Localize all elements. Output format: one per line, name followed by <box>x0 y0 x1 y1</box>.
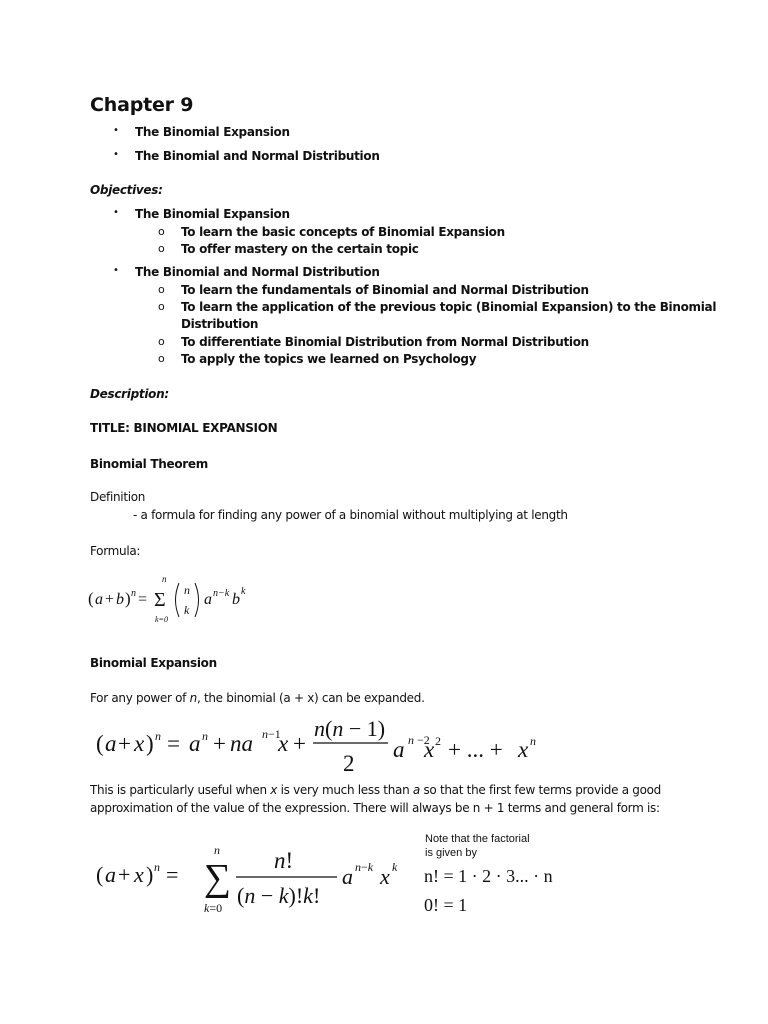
expansion-intro: For any power of n, the binomial (a + x) can be expanded. <box>90 691 425 705</box>
zero-factorial: 0! = 1 <box>424 895 468 915</box>
objective-item: The Binomial and Normal Distribution <box>135 265 380 279</box>
svg-text:=: = <box>166 862 179 887</box>
svg-text:x: x <box>518 737 529 762</box>
svg-text:n−1: n−1 <box>262 727 281 741</box>
sub-bullet-icon: o <box>158 335 165 348</box>
svg-text:(n − k)!k!: (n − k)!k! <box>237 883 321 908</box>
svg-text:x: x <box>380 864 390 889</box>
svg-text:n: n <box>530 734 536 748</box>
svg-text:n: n <box>162 574 167 584</box>
svg-text:=: = <box>167 731 180 756</box>
objectives-heading: Objectives: <box>90 183 163 197</box>
factorial-definition: n! = 1 · 2 · 3... · n <box>424 866 553 886</box>
svg-text:n!: n! <box>274 848 294 873</box>
objective-subitem: To learn the fundamentals of Binomial and Normal Distribution <box>181 283 589 297</box>
svg-text:na: na <box>230 731 253 756</box>
svg-text:k: k <box>392 860 398 874</box>
factorial-note-line2: is given by <box>425 847 477 859</box>
formula-label: Formula: <box>90 544 141 558</box>
binomial-theorem-formula <box>88 572 268 628</box>
factorial-note-line1: Note that the factorial <box>425 833 530 845</box>
svg-text:∑: ∑ <box>204 857 232 899</box>
expansion-heading: Binomial Expansion <box>90 656 217 670</box>
svg-text:+ ... +: + ... + <box>448 737 503 762</box>
bullet-icon: • <box>113 149 119 160</box>
svg-text:a: a <box>204 591 212 608</box>
svg-text:): ) <box>125 589 131 608</box>
objective-subitem-continuation: Distribution <box>181 317 259 331</box>
svg-text:x: x <box>424 737 435 762</box>
svg-text:n: n <box>154 860 160 874</box>
svg-text:Σ: Σ <box>154 589 166 611</box>
svg-text:x: x <box>278 731 289 756</box>
svg-text:a: a <box>105 731 117 756</box>
svg-text:(: ( <box>96 731 104 756</box>
bullet-icon: • <box>113 207 119 218</box>
topic-item: The Binomial and Normal Distribution <box>135 149 380 163</box>
objective-subitem: To learn the application of the previous topic (Binomial Expansion) to the Binomial <box>181 300 717 314</box>
svg-text:=: = <box>138 591 148 608</box>
svg-text:b: b <box>232 591 240 608</box>
svg-text:a: a <box>393 737 405 762</box>
binomial-expansion-formula <box>96 713 556 779</box>
chapter-title: Chapter 9 <box>90 94 194 116</box>
definition-label: Definition <box>90 490 146 504</box>
svg-text:a: a <box>95 591 103 608</box>
bullet-icon: • <box>113 125 119 136</box>
svg-text:x: x <box>134 731 145 756</box>
svg-text:): ) <box>146 731 154 756</box>
svg-text:a: a <box>342 864 353 889</box>
sub-bullet-icon: o <box>158 300 165 313</box>
svg-text:n−k: n−k <box>355 860 374 874</box>
bullet-icon: • <box>113 265 119 276</box>
svg-text:n: n <box>131 588 136 599</box>
svg-text:n: n <box>214 843 220 857</box>
sub-bullet-icon: o <box>158 283 165 296</box>
svg-text:+: + <box>213 731 226 756</box>
objective-subitem: To learn the basic concepts of Binomial Expansion <box>181 225 505 239</box>
svg-text:k=0: k=0 <box>155 615 168 624</box>
sub-bullet-icon: o <box>158 352 165 365</box>
sub-bullet-icon: o <box>158 225 165 238</box>
description-heading: Description: <box>90 387 169 401</box>
svg-text:n: n <box>202 729 208 743</box>
general-form-formula <box>96 840 416 920</box>
svg-text:a: a <box>189 731 201 756</box>
svg-text:2: 2 <box>343 751 355 776</box>
objective-subitem: To apply the topics we learned on Psychology <box>181 352 477 366</box>
svg-text:n −2: n −2 <box>408 733 430 747</box>
svg-text:2: 2 <box>435 734 441 748</box>
svg-text:a: a <box>105 862 116 887</box>
svg-text:b: b <box>116 591 124 608</box>
objective-item: The Binomial Expansion <box>135 207 290 221</box>
svg-text:(: ( <box>88 589 94 608</box>
svg-text:k: k <box>184 603 190 617</box>
svg-text:+: + <box>118 862 131 887</box>
topic-item: The Binomial Expansion <box>135 125 290 139</box>
svg-text:k: k <box>241 586 246 597</box>
svg-text:n(n − 1): n(n − 1) <box>314 716 386 741</box>
svg-text:k=0: k=0 <box>204 901 223 915</box>
theorem-heading: Binomial Theorem <box>90 457 208 471</box>
objective-subitem: To offer mastery on the certain topic <box>181 242 419 256</box>
usefulness-text-line1: This is particularly useful when x is very much less than a so that the first few terms provide a good <box>90 783 661 797</box>
svg-text:x: x <box>134 862 144 887</box>
objective-subitem: To differentiate Binomial Distribution from Normal Distribution <box>181 335 589 349</box>
svg-text:+: + <box>118 731 131 756</box>
svg-text:n: n <box>184 583 190 597</box>
svg-text:n: n <box>155 729 161 743</box>
sub-bullet-icon: o <box>158 242 165 255</box>
svg-text:+: + <box>293 731 306 756</box>
definition-text: - a formula for finding any power of a binomial without multiplying at length <box>133 508 568 522</box>
svg-text:+: + <box>105 591 115 608</box>
svg-text:n−k: n−k <box>213 588 230 599</box>
section-title: TITLE: BINOMIAL EXPANSION <box>90 421 278 435</box>
svg-text:(: ( <box>96 862 104 887</box>
svg-text:): ) <box>146 862 154 887</box>
usefulness-text-line2: approximation of the value of the expression. There will always be n + 1 terms and general form is: <box>90 801 660 815</box>
